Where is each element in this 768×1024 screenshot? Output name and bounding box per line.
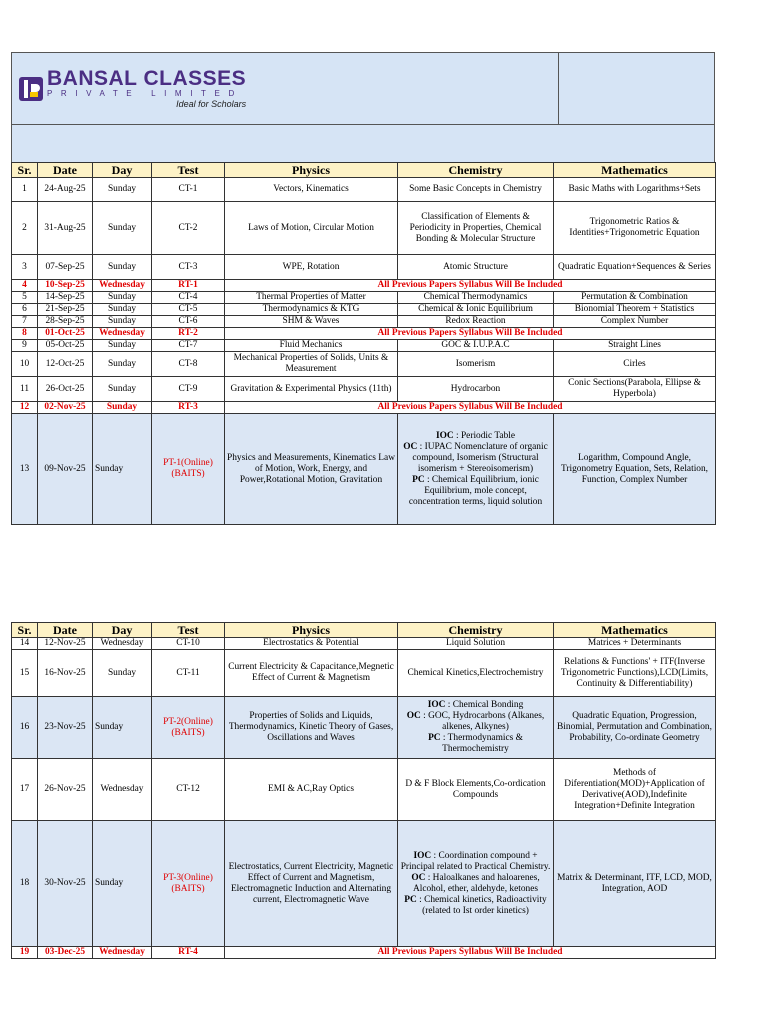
col-chemistry: Chemistry bbox=[398, 163, 554, 178]
col-date: Date bbox=[38, 623, 93, 638]
oc-key: OC bbox=[403, 441, 418, 452]
cell-chemistry bbox=[398, 821, 554, 947]
cell-sr: 13 bbox=[12, 414, 38, 525]
cell-sr: 10 bbox=[12, 352, 38, 377]
cell-sr: 4 bbox=[12, 280, 38, 292]
cell-date: 26-Oct-25 bbox=[38, 377, 93, 402]
cell-day: Sunday bbox=[93, 414, 152, 525]
cell-chemistry: Redox Reaction bbox=[398, 316, 554, 328]
ioc-topics: : Coordination compound + Principal related to Practical Chemistry. bbox=[400, 850, 551, 872]
cell-sr: 15 bbox=[12, 650, 38, 697]
cell-day: Sunday bbox=[93, 340, 152, 352]
cell-day: Sunday bbox=[93, 650, 152, 697]
cell-chemistry: Isomerism bbox=[398, 352, 554, 377]
col-sr: Sr. bbox=[12, 163, 38, 178]
cell-date: 05-Oct-25 bbox=[38, 340, 93, 352]
cell-physics: Current Electricity & Capacitance,Megnetic Effect of Current & Magnetism bbox=[225, 650, 398, 697]
col-day: Day bbox=[93, 623, 152, 638]
table-row bbox=[12, 821, 716, 947]
cell-date: 12-Nov-25 bbox=[38, 638, 93, 650]
review-test-row bbox=[12, 328, 716, 340]
cell-chemistry: Hydrocarbon bbox=[398, 377, 554, 402]
cell-sr: 1 bbox=[12, 178, 38, 202]
oc-key: OC bbox=[406, 711, 421, 721]
cell-sr: 19 bbox=[12, 947, 38, 959]
cell-test: CT-1 bbox=[152, 178, 225, 202]
review-test-row bbox=[12, 947, 716, 959]
cell-date: 28-Sep-25 bbox=[38, 316, 93, 328]
test-mode: (BAITS) bbox=[171, 883, 205, 894]
cell-math: Bionomial Theorem + Statistics bbox=[554, 304, 716, 316]
table-row bbox=[12, 340, 716, 352]
cell-chemistry: D & F Block Elements,Co-ordication Compounds bbox=[398, 759, 554, 821]
cell-test: RT-3 bbox=[152, 402, 225, 414]
cell-test: CT-2 bbox=[152, 202, 225, 255]
brand-tagline: Ideal for Scholars bbox=[176, 98, 247, 109]
table-row bbox=[12, 759, 716, 821]
cell-sr: 14 bbox=[12, 638, 38, 650]
logo-cell bbox=[12, 53, 559, 125]
test-mode: (BAITS) bbox=[171, 469, 205, 479]
cell-syllabus-note: All Previous Papers Syllabus Will Be Included bbox=[225, 328, 716, 340]
cell-test: CT-10 bbox=[152, 638, 225, 650]
cell-date: 21-Sep-25 bbox=[38, 304, 93, 316]
cell-physics: Mechanical Properties of Solids, Units & Measurement bbox=[225, 352, 398, 377]
cell-physics: Electrostatics, Current Electricity, Magnetic Effect of Current and Magnetism, Electromagnetic Induction and Alternating current, Electromagnetic Wave bbox=[225, 821, 398, 947]
cell-physics: SHM & Waves bbox=[225, 316, 398, 328]
cell-test: CT-12 bbox=[152, 759, 225, 821]
cell-day: Sunday bbox=[93, 316, 152, 328]
cell-sr: 18 bbox=[12, 821, 38, 947]
table-header-row bbox=[12, 163, 716, 178]
cell-sr: 11 bbox=[12, 377, 38, 402]
pc-key: PC bbox=[412, 474, 425, 485]
oc-key: OC bbox=[411, 872, 426, 883]
cell-sr: 6 bbox=[12, 304, 38, 316]
cell-day: Wednesday bbox=[93, 280, 152, 292]
pc-topics: : Chemical Equilibrium, ionic Equilibrium, mole concept, concentration terms, liquid solution bbox=[408, 474, 543, 507]
cell-test: CT-3 bbox=[152, 255, 225, 280]
cell-physics: Physics and Measurements, Kinematics Law of Motion, Work, Energy, and Power,Rotational Motion, Gravitation bbox=[225, 414, 398, 525]
cell-date: 02-Nov-25 bbox=[38, 402, 93, 414]
cell-date: 14-Sep-25 bbox=[38, 292, 93, 304]
schedule-table-1 bbox=[11, 162, 716, 525]
cell-test: CT-7 bbox=[152, 340, 225, 352]
cell-date: 16-Nov-25 bbox=[38, 650, 93, 697]
cell-math: Relations & Functions' + ITF(Inverse Trigonometric Functions),LCD(Limits, Continuity & Differentiability) bbox=[554, 650, 716, 697]
oc-topics: : GOC, Hydrocarbons (Alkanes, alkenes, Alkynes) bbox=[420, 711, 545, 732]
test-name: PT-1(Online) bbox=[163, 458, 213, 468]
pc-topics: : Chemical kinetics, Radioactivity (related to Ist order kinetics) bbox=[416, 894, 547, 916]
table-header-row bbox=[12, 623, 716, 638]
cell-chemistry: Atomic Structure bbox=[398, 255, 554, 280]
cell-physics: Electrostatics & Potential bbox=[225, 638, 398, 650]
cell-syllabus-note: All Previous Papers Syllabus Will Be Included bbox=[225, 280, 716, 292]
cell-math: Straight Lines bbox=[554, 340, 716, 352]
review-test-row bbox=[12, 280, 716, 292]
col-mathematics: Mathematics bbox=[554, 623, 716, 638]
cell-math: Matrix & Determinant, ITF, LCD, MOD, Integration, AOD bbox=[554, 821, 716, 947]
cell-day: Sunday bbox=[93, 697, 152, 759]
cell-sr: 12 bbox=[12, 402, 38, 414]
pc-key: PC bbox=[428, 733, 441, 743]
col-chemistry: Chemistry bbox=[398, 623, 554, 638]
header-right-cell bbox=[559, 53, 715, 125]
cell-date: 23-Nov-25 bbox=[38, 697, 93, 759]
table-row bbox=[12, 255, 716, 280]
pc-topics: : Thermodynamics & Thermochemistry bbox=[440, 733, 523, 754]
cell-math: Cirles bbox=[554, 352, 716, 377]
cell-date: 31-Aug-25 bbox=[38, 202, 93, 255]
table-row bbox=[12, 377, 716, 402]
cell-date: 03-Dec-25 bbox=[38, 947, 93, 959]
cell-sr: 16 bbox=[12, 697, 38, 759]
cell-sr: 5 bbox=[12, 292, 38, 304]
col-test: Test bbox=[152, 163, 225, 178]
cell-date: 12-Oct-25 bbox=[38, 352, 93, 377]
col-date: Date bbox=[38, 163, 93, 178]
cell-physics: Thermal Properties of Matter bbox=[225, 292, 398, 304]
cell-math: Quadratic Equation, Progression, Binomial, Permutation and Combination, Probability, Co-ordinate Geometry bbox=[554, 697, 716, 759]
cell-date: 01-Oct-25 bbox=[38, 328, 93, 340]
cell-day: Wednesday bbox=[93, 328, 152, 340]
table-row bbox=[12, 638, 716, 650]
col-sr: Sr. bbox=[12, 623, 38, 638]
oc-topics: : Haloalkanes and haloarenes, Alcohol, ether, aldehyde, ketones bbox=[412, 872, 540, 894]
col-day: Day bbox=[93, 163, 152, 178]
cell-test: RT-1 bbox=[152, 280, 225, 292]
cell-date: 24-Aug-25 bbox=[38, 178, 93, 202]
cell-physics: EMI & AC,Ray Optics bbox=[225, 759, 398, 821]
cell-math: Quadratic Equation+Sequences & Series bbox=[554, 255, 716, 280]
cell-day: Sunday bbox=[93, 402, 152, 414]
cell-physics: Fluid Mechanics bbox=[225, 340, 398, 352]
ioc-key: IOC bbox=[435, 430, 454, 441]
cell-sr: 2 bbox=[12, 202, 38, 255]
table-row bbox=[12, 178, 716, 202]
cell-math: Basic Maths with Logarithms+Sets bbox=[554, 178, 716, 202]
oc-topics: : IUPAC Nomenclature of organic compound, Isomerism (Structural isomerism + Stereoisomerism) bbox=[412, 441, 548, 474]
cell-math: Matrices + Determinants bbox=[554, 638, 716, 650]
header-title-band bbox=[12, 125, 715, 163]
cell-date: 09-Nov-25 bbox=[38, 414, 93, 525]
cell-date: 26-Nov-25 bbox=[38, 759, 93, 821]
table-row bbox=[12, 414, 716, 525]
ioc-key: IOC bbox=[427, 700, 446, 710]
cell-chemistry: Some Basic Concepts in Chemistry bbox=[398, 178, 554, 202]
cell-chemistry: GOC & I.U.P.A.C bbox=[398, 340, 554, 352]
table-row bbox=[12, 352, 716, 377]
brand-name: BANSAL CLASSES bbox=[47, 66, 247, 90]
cell-test: RT-4 bbox=[152, 947, 225, 959]
cell-physics: Gravitation & Experimental Physics (11th) bbox=[225, 377, 398, 402]
cell-math: Permutation & Combination bbox=[554, 292, 716, 304]
cell-date: 07-Sep-25 bbox=[38, 255, 93, 280]
cell-physics: Thermodynamics & KTG bbox=[225, 304, 398, 316]
cell-day: Sunday bbox=[93, 202, 152, 255]
cell-physics: Properties of Solids and Liquids, Thermodynamics, Kinetic Theory of Gases, Oscillations and Waves bbox=[225, 697, 398, 759]
cell-math: Conic Sections(Parabola, Ellipse & Hyperbola) bbox=[554, 377, 716, 402]
test-name: PT-2(Online) bbox=[163, 716, 213, 727]
cell-sr: 8 bbox=[12, 328, 38, 340]
cell-test: CT-5 bbox=[152, 304, 225, 316]
table-row bbox=[12, 650, 716, 697]
test-name: PT-3(Online) bbox=[163, 872, 213, 883]
cell-day: Sunday bbox=[93, 178, 152, 202]
cell-test bbox=[152, 414, 225, 525]
col-mathematics: Mathematics bbox=[554, 163, 716, 178]
cell-test: CT-9 bbox=[152, 377, 225, 402]
cell-day: Wednesday bbox=[93, 638, 152, 650]
bansal-logo-icon bbox=[19, 75, 43, 103]
cell-sr: 9 bbox=[12, 340, 38, 352]
cell-test: RT-2 bbox=[152, 328, 225, 340]
cell-chemistry bbox=[398, 414, 554, 525]
schedule-table-2 bbox=[11, 622, 716, 959]
cell-day: Sunday bbox=[93, 377, 152, 402]
header-block bbox=[11, 52, 715, 163]
cell-physics: Vectors, Kinematics bbox=[225, 178, 398, 202]
cell-syllabus-note: All Previous Papers Syllabus Will Be Included bbox=[225, 947, 716, 959]
cell-chemistry: Chemical Thermodynamics bbox=[398, 292, 554, 304]
table-row bbox=[12, 292, 716, 304]
brand-subtitle: PRIVATE LIMITED bbox=[47, 88, 243, 98]
cell-math: Complex Number bbox=[554, 316, 716, 328]
cell-sr: 7 bbox=[12, 316, 38, 328]
cell-syllabus-note: All Previous Papers Syllabus Will Be Included bbox=[225, 402, 716, 414]
table-row bbox=[12, 697, 716, 759]
cell-date: 30-Nov-25 bbox=[38, 821, 93, 947]
cell-test bbox=[152, 821, 225, 947]
cell-chemistry: Chemical Kinetics,Electrochemistry bbox=[398, 650, 554, 697]
cell-physics: Laws of Motion, Circular Motion bbox=[225, 202, 398, 255]
cell-day: Sunday bbox=[93, 255, 152, 280]
pc-key: PC bbox=[404, 894, 417, 905]
cell-day: Sunday bbox=[93, 352, 152, 377]
cell-test: CT-11 bbox=[152, 650, 225, 697]
cell-sr: 17 bbox=[12, 759, 38, 821]
col-physics: Physics bbox=[225, 163, 398, 178]
cell-chemistry: Liquid Solution bbox=[398, 638, 554, 650]
cell-test bbox=[152, 697, 225, 759]
cell-math: Methods of Diferentiation(MOD)+Application of Derivative(AOD),Indefinite Integration+Definite Integration bbox=[554, 759, 716, 821]
cell-day: Sunday bbox=[93, 821, 152, 947]
cell-test: CT-4 bbox=[152, 292, 225, 304]
test-mode: (BAITS) bbox=[171, 727, 205, 738]
cell-date: 10-Sep-25 bbox=[38, 280, 93, 292]
ioc-topics: : Periodic Table bbox=[453, 430, 516, 441]
ioc-key: IOC bbox=[413, 850, 432, 861]
cell-test: CT-8 bbox=[152, 352, 225, 377]
cell-chemistry bbox=[398, 697, 554, 759]
table-row bbox=[12, 316, 716, 328]
review-test-row bbox=[12, 402, 716, 414]
ioc-topics: : Chemical Bonding bbox=[445, 700, 524, 710]
table-row bbox=[12, 304, 716, 316]
cell-day: Wednesday bbox=[93, 947, 152, 959]
cell-day: Sunday bbox=[93, 292, 152, 304]
cell-day: Sunday bbox=[93, 304, 152, 316]
cell-test: CT-6 bbox=[152, 316, 225, 328]
col-test: Test bbox=[152, 623, 225, 638]
cell-chemistry: Classification of Elements & Periodicity in Properties, Chemical Bonding & Molecular Structure bbox=[398, 202, 554, 255]
cell-day: Wednesday bbox=[93, 759, 152, 821]
cell-math: Trigonometric Ratios & Identities+Trigonometric Equation bbox=[554, 202, 716, 255]
table-row bbox=[12, 202, 716, 255]
cell-math: Logarithm, Compound Angle, Trigonometry Equation, Sets, Relation, Function, Complex Number bbox=[554, 414, 716, 525]
col-physics: Physics bbox=[225, 623, 398, 638]
cell-chemistry: Chemical & Ionic Equilibrium bbox=[398, 304, 554, 316]
cell-sr: 3 bbox=[12, 255, 38, 280]
cell-physics: WPE, Rotation bbox=[225, 255, 398, 280]
